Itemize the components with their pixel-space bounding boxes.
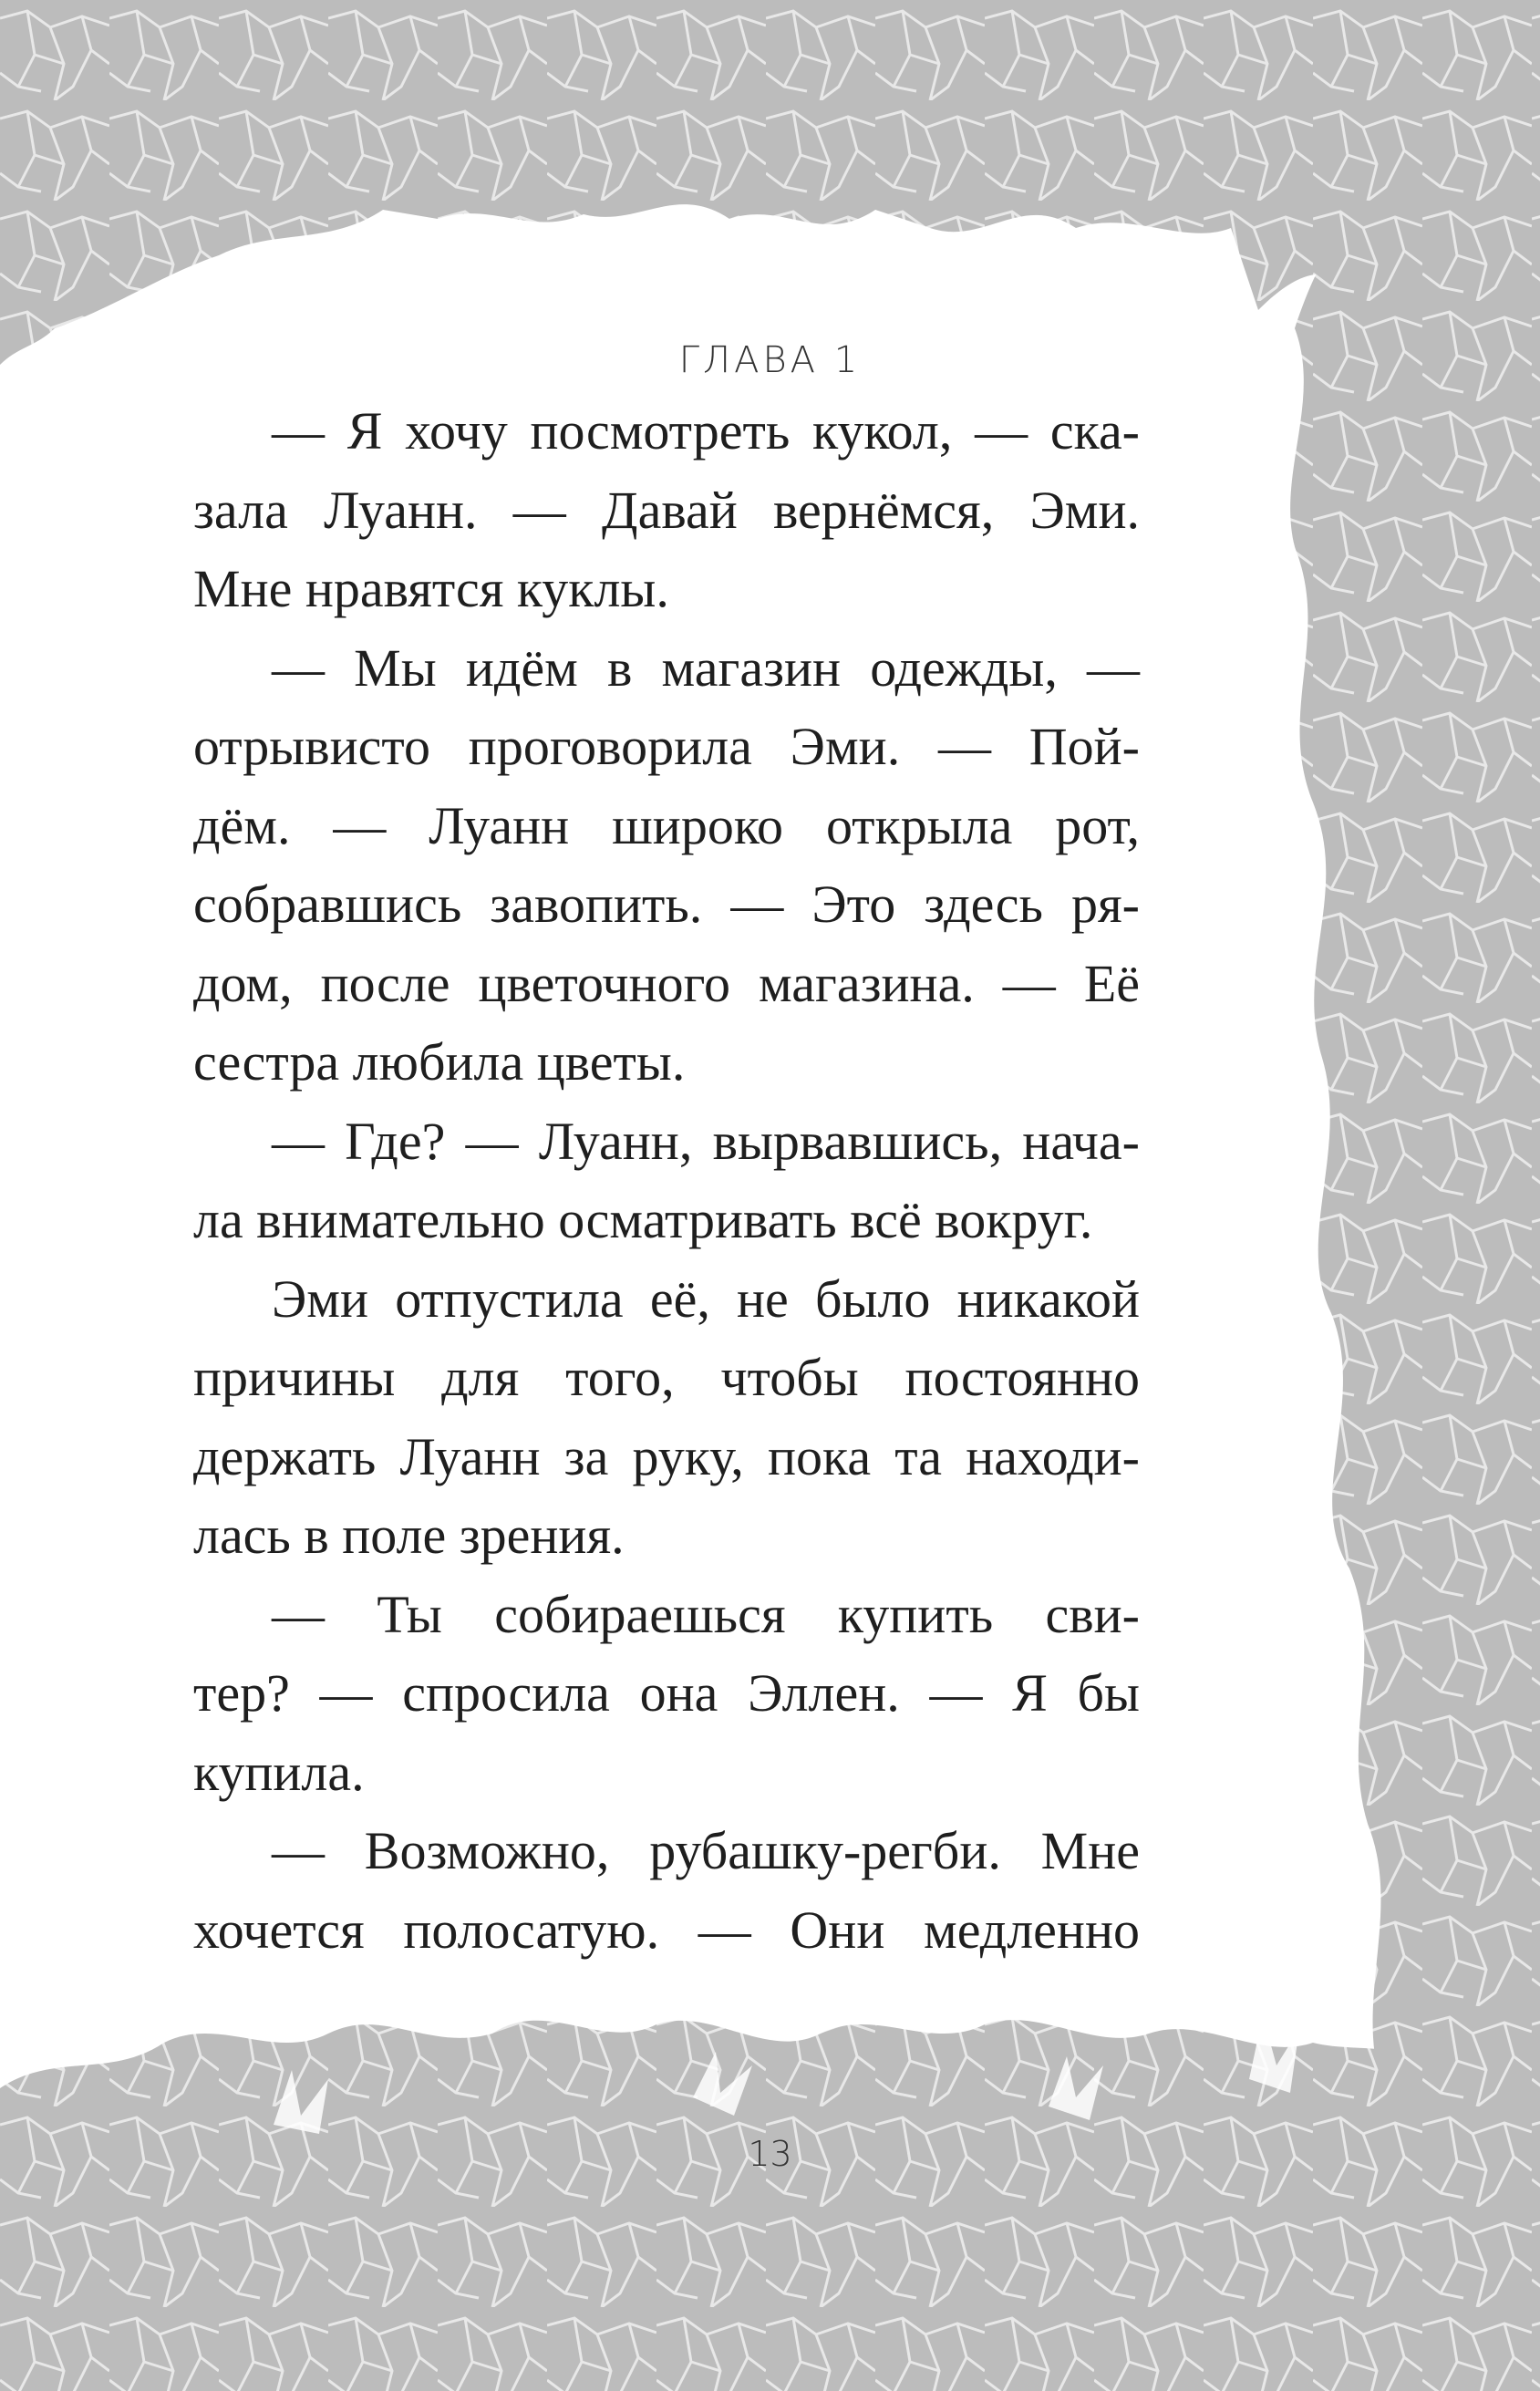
text-line: дом, после цветочного магазина. — Её (193, 953, 1140, 1013)
running-header: ГЛАВА 1 (678, 339, 862, 381)
text-line: Эми отпустила её, не было никакой (272, 1268, 1140, 1329)
text-line: — Где? — Луанн, вырвавшись, нача- (272, 1111, 1140, 1171)
body-text (193, 392, 1140, 1970)
text-line: зала Луанн. — Давай вернёмся, Эми. (193, 480, 1140, 540)
text-line: — Я хочу посмотреть кукол, — ска- (272, 401, 1140, 461)
text-line: тер? — спросила она Эллен. — Я бы (193, 1663, 1140, 1723)
text-line: держать Луанн за руку, пока та находи- (193, 1426, 1140, 1486)
text-line: — Возможно, рубашку-регби. Мне (272, 1821, 1140, 1880)
text-line: купила. (193, 1742, 365, 1802)
text-line: ла внимательно осматривать всё вокруг. (193, 1190, 1093, 1249)
text-line: дём. — Луанн широко открыла рот, (193, 795, 1140, 855)
text-line: — Мы идём в магазин одежды, — (272, 637, 1140, 698)
text-line: — Ты собираешься купить сви- (272, 1584, 1140, 1644)
text-line: собравшись завопить. — Это здесь ря- (193, 875, 1140, 934)
text-line: хочется полосатую. — Они медленно (193, 1899, 1140, 1960)
text-line: сестра любила цветы. (193, 1032, 686, 1092)
text-line: лась в поле зрения. (193, 1506, 625, 1565)
page-number: 13 (748, 2134, 792, 2174)
text-line: Мне нравятся куклы. (193, 559, 669, 618)
text-line: причины для того, чтобы постоянно (193, 1348, 1140, 1407)
text-line: отрывисто проговорила Эми. — Пой- (193, 717, 1140, 776)
